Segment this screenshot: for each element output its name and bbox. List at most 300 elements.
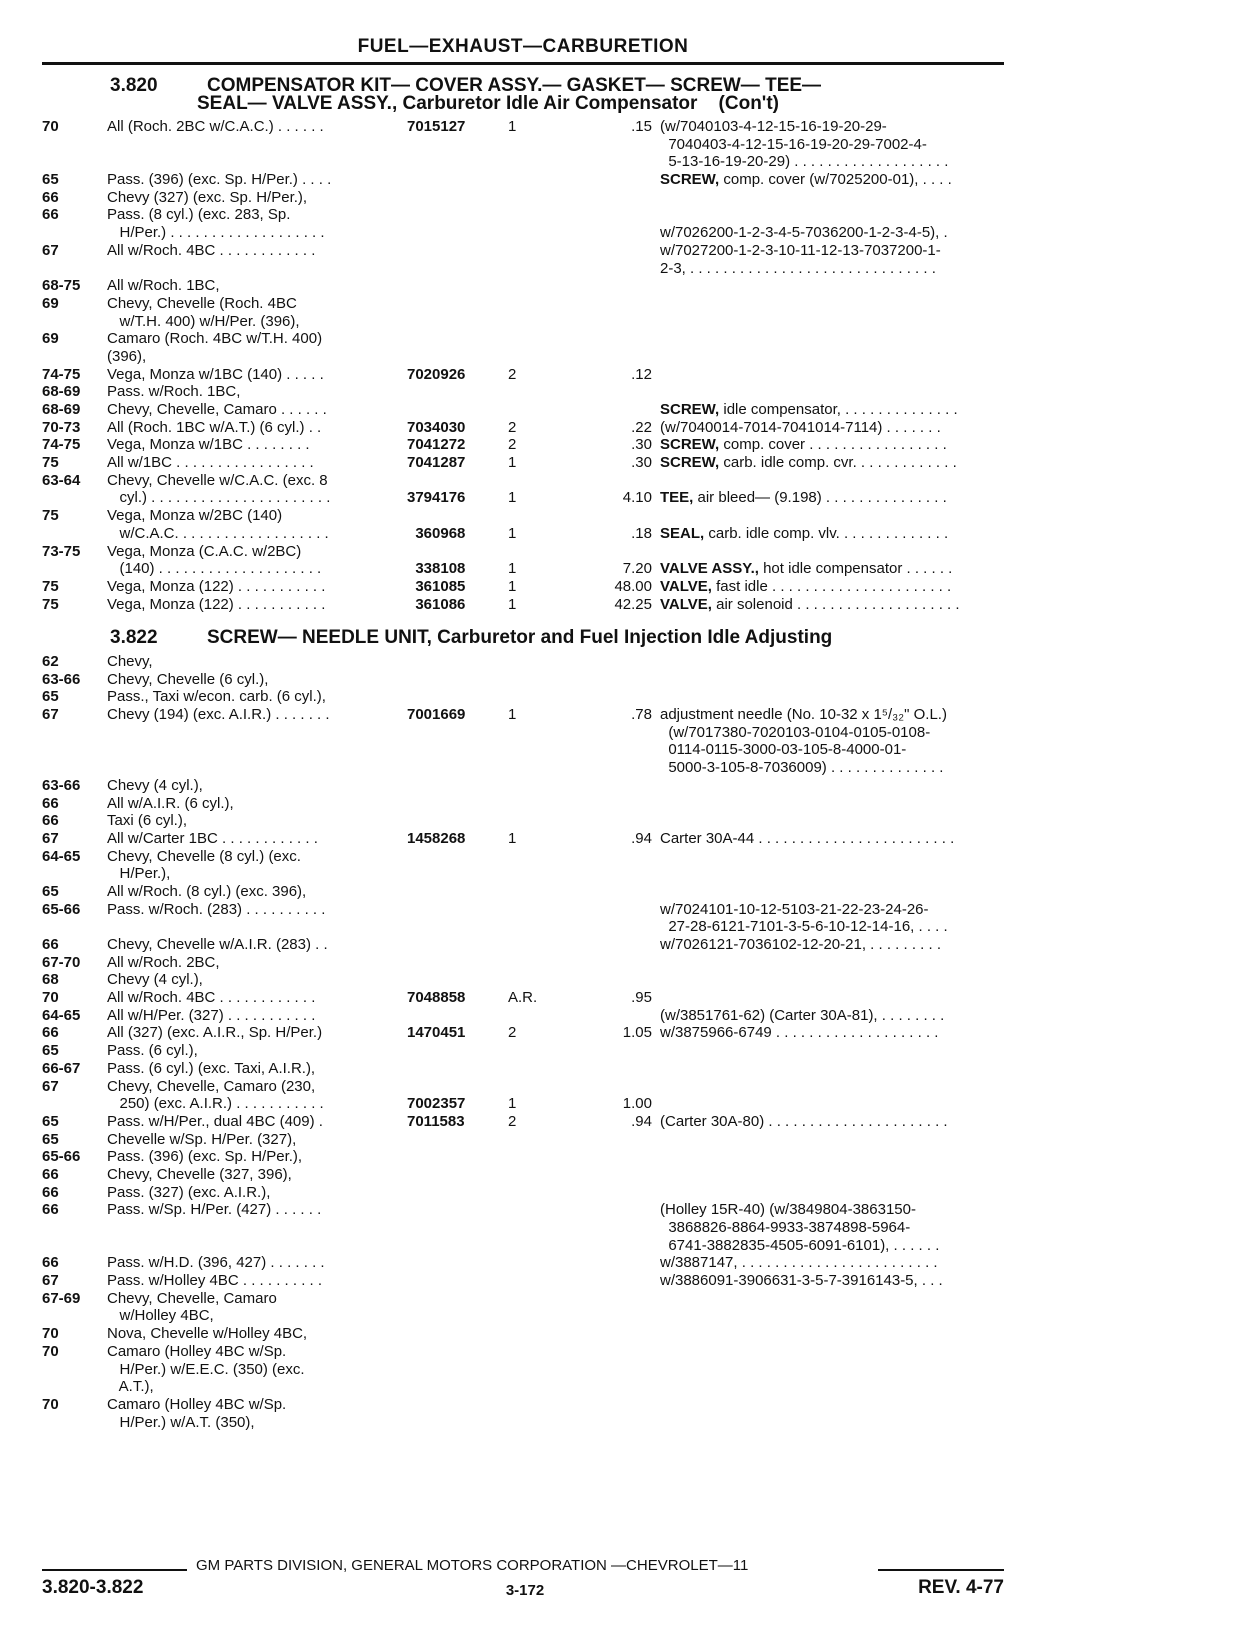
table-row (42, 830, 1004, 848)
notes-cell (660, 741, 906, 758)
year-cell: 64-65 (42, 1006, 81, 1024)
item-name: SCREW, (660, 454, 720, 472)
note-text: comp. cover . . . . . . . . . . . . . . . . . (719, 436, 947, 454)
part-number-cell: 361086 (407, 595, 466, 613)
note-text: comp. cover (w/7025200-01), . . . . (719, 171, 952, 189)
note-text: (Holley 15R-40) (w/3849804-3863150- (660, 1201, 916, 1219)
part-number-cell: 338108 (407, 560, 466, 578)
notes-cell (660, 242, 941, 259)
note-text: 6741-3882835-4505-6091-6101), . . . . . . (660, 1236, 940, 1254)
note-text: 7040403-4-12-15-16-19-20-29-7002-4- (660, 135, 927, 153)
table-row (42, 419, 1004, 437)
description-cell: All (327) (exc. A.I.R., Sp. H/Per.) (107, 1024, 323, 1042)
description-cell: Pass., Taxi w/econ. carb. (6 cyl.), (107, 688, 326, 706)
description-cell: Vega, Monza (122) . . . . . . . . . . . (107, 577, 326, 595)
description-cell: Nova, Chevelle w/Holley 4BC, (107, 1325, 308, 1343)
table-row (42, 1361, 1004, 1379)
year-cell: 68-69 (42, 383, 81, 401)
description-cell: Pass. w/Holley 4BC . . . . . . . . . . (107, 1272, 323, 1290)
table-row (42, 1201, 1004, 1219)
year-cell: 67 (42, 1077, 59, 1095)
table-row (42, 507, 1004, 525)
table-row (42, 330, 1004, 348)
year-cell: 66 (42, 936, 59, 953)
table-row (42, 1325, 1004, 1343)
note-text: w/7026121-7036102-12-20-21, . . . . . . . . . (660, 936, 942, 953)
notes-cell (660, 489, 947, 506)
description-cell: H/Per.), (107, 865, 171, 883)
year-cell: 63-66 (42, 670, 81, 688)
note-text: Carter 30A-44 . . . . . . . . . . . . . . . . . . . . . . . . (660, 829, 955, 847)
table-row (42, 954, 1004, 972)
note-text: idle compensator, . . . . . . . . . . . . . . (719, 401, 958, 418)
part-number-cell: 360968 (407, 524, 466, 542)
year-cell: 74-75 (42, 436, 81, 454)
description-cell: All w/H/Per. (327) . . . . . . . . . . . (107, 1006, 316, 1024)
year-cell: 75 (42, 454, 59, 472)
year-cell: 66 (42, 188, 59, 206)
part-number-cell: 3794176 (407, 489, 466, 507)
header-rule (42, 62, 1004, 65)
note-text: adjustment needle (No. 10-32 x 1⁵/₃₂" O.L.) (660, 706, 947, 724)
year-cell: 66 (42, 1183, 59, 1201)
quantity-cell: 1 (508, 829, 517, 847)
year-cell: 67 (42, 241, 59, 259)
item-name: SCREW, (660, 436, 720, 454)
note-text: (w/7040103-4-12-15-16-19-20-29- (660, 118, 887, 135)
description-cell: cyl.) . . . . . . . . . . . . . . . . . . . . . . (107, 489, 331, 507)
year-cell: 66 (42, 206, 59, 224)
year-cell: 74-75 (42, 365, 81, 383)
notes-cell (660, 260, 936, 277)
table-row (42, 1148, 1004, 1166)
table-row (42, 525, 1004, 543)
note-text: 5000-3-105-8-7036009) . . . . . . . . . . . . . . (660, 759, 944, 777)
description-cell: Chevy (4 cyl.), (107, 971, 203, 989)
description-cell: Chevy, Chevelle, Camaro (230, (107, 1077, 316, 1095)
quantity-cell: 1 (508, 560, 517, 578)
description-cell: Chevelle w/Sp. H/Per. (327), (107, 1130, 297, 1148)
notes-cell (660, 1237, 939, 1254)
table-row (42, 260, 1004, 278)
price-cell: 7.20 (622, 560, 652, 578)
notes-cell (660, 153, 948, 170)
table-row (42, 153, 1004, 171)
price-cell: .15 (631, 118, 652, 135)
notes-cell (660, 759, 943, 776)
section-number: 3.822 (110, 627, 158, 648)
year-cell: 65 (42, 1112, 59, 1130)
table-row (42, 242, 1004, 260)
description-cell: Pass. w/Roch. 1BC, (107, 383, 241, 401)
table-row (42, 189, 1004, 207)
description-cell: Chevy (194) (exc. A.I.R.) . . . . . . . (107, 706, 330, 724)
description-cell: All w/A.I.R. (6 cyl.), (107, 794, 234, 812)
year-cell: 63-66 (42, 776, 81, 794)
table-row (42, 171, 1004, 189)
year-cell: 65 (42, 1130, 59, 1148)
year-cell: 67-69 (42, 1289, 81, 1307)
table-row (42, 936, 1004, 954)
item-name: VALVE, (660, 577, 712, 595)
description-cell: Camaro (Roch. 4BC w/T.H. 400) (107, 330, 323, 348)
year-cell: 70-73 (42, 418, 81, 436)
description-cell: H/Per.) w/A.T. (350), (107, 1413, 255, 1431)
part-number-cell: 7034030 (407, 418, 466, 436)
footer-publisher: GM PARTS DIVISION, GENERAL MOTORS CORPORATION —CHEVROLET—11 (196, 1557, 749, 1574)
table-row (42, 1343, 1004, 1361)
table-row (42, 560, 1004, 578)
description-cell: (396), (107, 347, 147, 365)
quantity-cell: 1 (508, 1095, 517, 1113)
table-row (42, 653, 1004, 671)
description-cell: Vega, Monza (122) . . . . . . . . . . . (107, 595, 326, 613)
description-cell: Chevy, Chevelle, Camaro . . . . . . (107, 401, 327, 418)
description-cell: H/Per.) . . . . . . . . . . . . . . . . . . . (107, 224, 325, 242)
description-cell: Pass. (6 cyl.), (107, 1042, 198, 1060)
quantity-cell: 2 (508, 436, 517, 454)
year-cell: 63-64 (42, 471, 81, 489)
year-cell: 65-66 (42, 1148, 81, 1166)
notes-cell (660, 936, 941, 953)
note-text: w/3886091-3906631-3-5-7-3916143-5, . . . (660, 1272, 943, 1290)
table-row (42, 1414, 1004, 1432)
quantity-cell: 1 (508, 706, 517, 724)
year-cell: 69 (42, 294, 59, 312)
quantity-cell: 1 (508, 454, 517, 472)
footer-revision: REV. 4-77 (918, 1577, 1004, 1598)
description-cell: All w/1BC . . . . . . . . . . . . . . . . . (107, 454, 314, 472)
table-row (42, 795, 1004, 813)
note-text: fast idle . . . . . . . . . . . . . . . . . . . . . . (711, 577, 952, 595)
note-text: w/7024101-10-12-5103-21-22-23-24-26- (660, 900, 929, 918)
price-cell: .22 (631, 418, 652, 436)
footer-rule-left (42, 1569, 187, 1571)
table-row (42, 313, 1004, 331)
description-cell: All w/Roch. (8 cyl.) (exc. 396), (107, 882, 307, 900)
notes-cell (660, 118, 887, 135)
year-cell: 65 (42, 882, 59, 900)
description-cell: Pass. (327) (exc. A.I.R.), (107, 1183, 271, 1201)
part-number-cell: 7002357 (407, 1095, 466, 1113)
page-header: FUEL—EXHAUST—CARBURETION (357, 36, 689, 57)
description-cell: Camaro (Holley 4BC w/Sp. (107, 1395, 287, 1413)
year-cell: 70 (42, 118, 59, 135)
table-row (42, 383, 1004, 401)
table-row (42, 348, 1004, 366)
description-cell: Chevy, Chevelle (8 cyl.) (exc. (107, 847, 301, 865)
quantity-cell: 2 (508, 365, 517, 383)
year-cell: 62 (42, 653, 59, 670)
parts-table-3822 (42, 653, 1004, 1431)
description-cell: All (Roch. 2BC w/C.A.C.) . . . . . . (107, 118, 324, 135)
price-cell: 4.10 (622, 489, 652, 507)
section-title-line1: COMPENSATOR KIT— COVER ASSY.— GASKET— SCREW— TEE— (207, 75, 822, 96)
table-row (42, 472, 1004, 490)
notes-cell (660, 706, 947, 723)
description-cell: w/T.H. 400) w/H/Per. (396), (107, 312, 300, 330)
table-row (42, 1184, 1004, 1202)
table-row (42, 865, 1004, 883)
table-row (42, 206, 1004, 224)
year-cell: 70 (42, 989, 59, 1007)
table-row (42, 543, 1004, 561)
year-cell: 70 (42, 1395, 59, 1413)
price-cell: .78 (631, 706, 652, 724)
year-cell: 66 (42, 1201, 59, 1219)
table-row (42, 671, 1004, 689)
notes-cell (660, 419, 941, 436)
description-cell: Chevy, Chevelle (327, 396), (107, 1165, 292, 1183)
notes-cell (660, 830, 954, 847)
table-row (42, 1166, 1004, 1184)
year-cell: 70 (42, 1342, 59, 1360)
price-cell: 42.25 (614, 595, 652, 613)
notes-cell (660, 1201, 916, 1218)
table-row (42, 1290, 1004, 1308)
quantity-cell: 1 (508, 595, 517, 613)
table-row (42, 1272, 1004, 1290)
item-name: SCREW, (660, 171, 720, 189)
table-row (42, 454, 1004, 472)
notes-cell (660, 136, 927, 153)
note-text: 5-13-16-19-20-29) . . . . . . . . . . . . . . . . . . . (660, 153, 949, 171)
section-number: 3.820 (110, 75, 158, 96)
quantity-cell: 2 (508, 418, 517, 436)
notes-cell (660, 1254, 938, 1271)
part-number-cell: 7041287 (407, 454, 466, 472)
table-row (42, 1254, 1004, 1272)
note-text: air solenoid . . . . . . . . . . . . . . . . . . . . (711, 595, 960, 613)
price-cell: .94 (631, 1112, 652, 1130)
description-cell: Chevy, Chevelle (6 cyl.), (107, 670, 269, 688)
notes-cell (660, 578, 951, 595)
description-cell: Chevy, Chevelle, Camaro (107, 1289, 277, 1307)
part-number-cell: 7020926 (407, 365, 466, 383)
year-cell: 68-75 (42, 277, 81, 295)
note-text: 0114-0115-3000-03-105-8-4000-01- (660, 741, 907, 759)
year-cell: 67 (42, 829, 59, 847)
description-cell: All w/Carter 1BC . . . . . . . . . . . . (107, 829, 318, 847)
table-row (42, 489, 1004, 507)
year-cell: 75 (42, 507, 59, 525)
year-cell: 70 (42, 1325, 59, 1343)
table-row (42, 688, 1004, 706)
notes-cell (660, 1219, 910, 1236)
note-text: hot idle compensator . . . . . . (758, 560, 953, 578)
year-cell: 73-75 (42, 542, 81, 560)
table-row (42, 578, 1004, 596)
table-row (42, 812, 1004, 830)
quantity-cell: 1 (508, 577, 517, 595)
table-row (42, 1078, 1004, 1096)
description-cell: Pass. (6 cyl.) (exc. Taxi, A.I.R.), (107, 1059, 316, 1077)
notes-cell (660, 224, 948, 241)
part-number-cell: 7041272 (407, 436, 466, 454)
note-text: carb. idle comp. cvr. . . . . . . . . . . . . (719, 454, 957, 472)
table-row (42, 901, 1004, 919)
table-row (42, 224, 1004, 242)
description-cell: Chevy, Chevelle w/A.I.R. (283) . . (107, 936, 328, 953)
price-cell: 48.00 (614, 577, 652, 595)
part-number-cell: 7048858 (407, 989, 466, 1007)
table-row (42, 401, 1004, 419)
year-cell: 66 (42, 1254, 59, 1272)
description-cell: Pass. w/Roch. (283) . . . . . . . . . . (107, 900, 326, 918)
description-cell: Pass. (396) (exc. Sp. H/Per.) . . . . (107, 171, 332, 189)
table-row (42, 136, 1004, 154)
price-cell: .30 (631, 436, 652, 454)
description-cell: Chevy (327) (exc. Sp. H/Per.), (107, 188, 308, 206)
item-name: SEAL, (660, 524, 705, 542)
notes-cell (660, 724, 930, 741)
part-number-cell: 1458268 (407, 829, 466, 847)
table-row (42, 1042, 1004, 1060)
year-cell: 66 (42, 794, 59, 812)
notes-cell (660, 1007, 944, 1024)
note-text: w/3887147, . . . . . . . . . . . . . . . . . . . . . . . . (660, 1254, 938, 1272)
table-row (42, 1378, 1004, 1396)
description-cell: H/Per.) w/E.E.C. (350) (exc. (107, 1360, 305, 1378)
price-cell: .95 (631, 989, 652, 1007)
year-cell: 67 (42, 706, 59, 724)
notes-cell (660, 401, 958, 418)
note-text: 27-28-6121-7101-3-5-6-10-12-14-16, . . . . (660, 918, 948, 936)
table-row (42, 777, 1004, 795)
item-name: TEE, (660, 489, 694, 507)
notes-cell (660, 560, 952, 577)
notes-cell (660, 1024, 938, 1041)
section-title-line1: SCREW— NEEDLE UNIT, Carburetor and Fuel Injection Idle Adjusting (207, 627, 833, 648)
part-number-cell: 7015127 (407, 118, 466, 135)
price-cell: .18 (631, 524, 652, 542)
description-cell: 250) (exc. A.I.R.) . . . . . . . . . . . (107, 1095, 324, 1113)
description-cell: Camaro (Holley 4BC w/Sp. (107, 1342, 287, 1360)
parts-table-3820 (42, 118, 1004, 613)
year-cell: 65 (42, 688, 59, 706)
table-row (42, 971, 1004, 989)
description-cell: Vega, Monza (C.A.C. w/2BC) (107, 542, 302, 560)
table-row (42, 1396, 1004, 1414)
notes-cell (660, 1113, 948, 1130)
quantity-cell: 1 (508, 489, 517, 507)
table-row (42, 1007, 1004, 1025)
table-row (42, 883, 1004, 901)
price-cell: .12 (631, 365, 652, 383)
quantity-cell: A.R. (508, 989, 538, 1007)
year-cell: 65-66 (42, 900, 81, 918)
section-title-line2: SEAL— VALVE ASSY., Carburetor Idle Air Compensator (Con't) (197, 93, 779, 114)
quantity-cell: 1 (508, 524, 517, 542)
description-cell: All w/Roch. 4BC . . . . . . . . . . . . (107, 241, 316, 259)
description-cell: Vega, Monza w/1BC (140) . . . . . (107, 365, 324, 383)
item-name: VALVE, (660, 595, 712, 613)
price-cell: 1.05 (622, 1024, 652, 1042)
note-text: (w/7040014-7014-7041014-7114) . . . . . . . (660, 418, 941, 436)
part-number-cell: 1470451 (407, 1024, 466, 1042)
description-cell: (140) . . . . . . . . . . . . . . . . . . . . (107, 560, 322, 578)
table-row (42, 1113, 1004, 1131)
table-row (42, 596, 1004, 614)
table-row (42, 436, 1004, 454)
year-cell: 66 (42, 812, 59, 830)
year-cell: 65 (42, 1042, 59, 1060)
note-text: (w/7017380-7020103-0104-0105-0108- (660, 723, 931, 741)
footer-page-number: 3-172 (505, 1582, 545, 1599)
table-row (42, 1131, 1004, 1149)
price-cell: .94 (631, 829, 652, 847)
year-cell: 66-67 (42, 1059, 81, 1077)
note-text: w/7027200-1-2-3-10-11-12-13-7037200-1- (660, 241, 941, 259)
item-name: VALVE ASSY., (660, 560, 759, 578)
table-row (42, 759, 1004, 777)
year-cell: 66 (42, 1024, 59, 1042)
note-text: w/3875966-6749 . . . . . . . . . . . . . . . . . . . . (660, 1024, 939, 1042)
table-row (42, 848, 1004, 866)
note-text: carb. idle comp. vlv. . . . . . . . . . . . . . (704, 524, 949, 542)
table-row (42, 277, 1004, 295)
year-cell: 64-65 (42, 847, 81, 865)
description-cell: Pass. w/Sp. H/Per. (427) . . . . . . (107, 1201, 322, 1219)
description-cell: Vega, Monza w/1BC . . . . . . . . (107, 436, 310, 454)
notes-cell (660, 596, 960, 613)
table-row (42, 741, 1004, 759)
year-cell: 67-70 (42, 953, 81, 971)
description-cell: Pass. (8 cyl.) (exc. 283, Sp. (107, 206, 291, 224)
note-text: (w/3851761-62) (Carter 30A-81), . . . . . . . . (660, 1006, 945, 1024)
description-cell: All w/Roch. 1BC, (107, 277, 220, 295)
table-row (42, 1219, 1004, 1237)
description-cell: Vega, Monza w/2BC (140) (107, 507, 283, 525)
year-cell: 68-69 (42, 401, 81, 418)
notes-cell (660, 1272, 943, 1289)
note-text: air bleed— (9.198) . . . . . . . . . . . . . . . (693, 489, 947, 507)
notes-cell (660, 171, 952, 188)
table-row (42, 366, 1004, 384)
description-cell: All (Roch. 1BC w/A.T.) (6 cyl.) . . (107, 418, 322, 436)
description-cell: Pass. (396) (exc. Sp. H/Per.), (107, 1148, 303, 1166)
note-text: (Carter 30A-80) . . . . . . . . . . . . . . . . . . . . . . (660, 1112, 948, 1130)
quantity-cell: 1 (508, 118, 517, 135)
note-text: 2-3, . . . . . . . . . . . . . . . . . . . . . . . . . . . . . . (660, 259, 936, 277)
year-cell: 69 (42, 330, 59, 348)
table-row (42, 724, 1004, 742)
description-cell: Pass. w/H.D. (396, 427) . . . . . . . (107, 1254, 325, 1272)
notes-cell (660, 901, 929, 918)
notes-cell (660, 436, 947, 453)
quantity-cell: 2 (508, 1024, 517, 1042)
table-row (42, 118, 1004, 136)
table-row (42, 1024, 1004, 1042)
notes-cell (660, 454, 957, 471)
table-row (42, 918, 1004, 936)
table-row (42, 295, 1004, 313)
footer-section-range: 3.820-3.822 (42, 1577, 144, 1598)
table-row (42, 1060, 1004, 1078)
price-cell: 1.00 (622, 1095, 652, 1113)
table-row (42, 1307, 1004, 1325)
table-row (42, 1095, 1004, 1113)
table-row (42, 706, 1004, 724)
year-cell: 66 (42, 1165, 59, 1183)
part-number-cell: 7001669 (407, 706, 466, 724)
table-row (42, 1237, 1004, 1255)
description-cell: All w/Roch. 4BC . . . . . . . . . . . . (107, 989, 316, 1007)
year-cell: 68 (42, 971, 59, 989)
description-cell: Chevy, (107, 653, 153, 670)
description-cell: Chevy, Chevelle w/C.A.C. (exc. 8 (107, 471, 328, 489)
table-row (42, 989, 1004, 1007)
